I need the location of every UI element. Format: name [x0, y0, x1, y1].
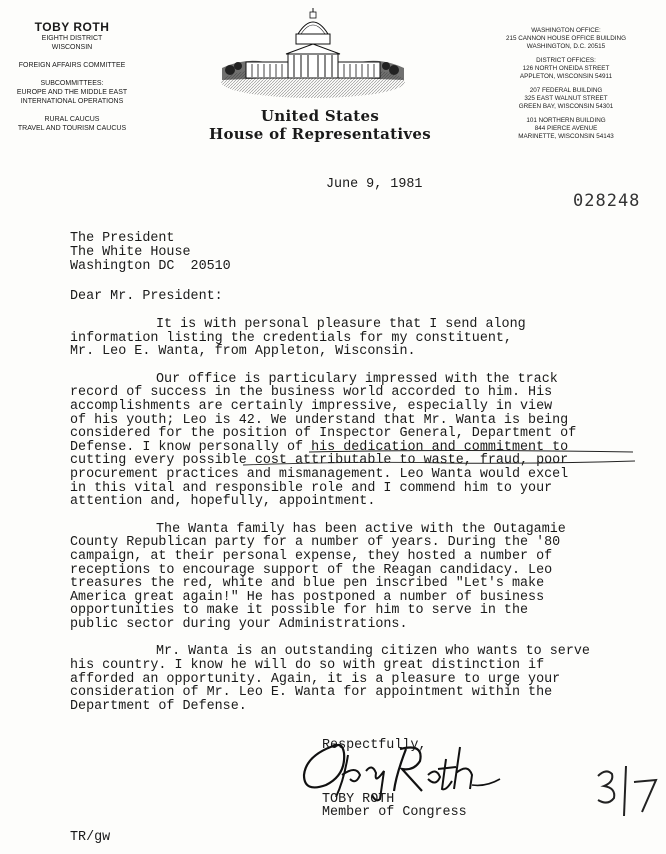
caucus-1: RURAL CAUCUS [44, 116, 100, 123]
closing: Respectfully, [322, 738, 427, 753]
signer-block [322, 793, 467, 819]
office-2-line-3: GREEN BAY, WISCONSIN 54301 [518, 103, 614, 110]
district-offices-label: DISTRICT OFFICES: [536, 57, 596, 64]
recipient-line-1: The President [70, 231, 175, 246]
office-3-line-2: 844 PIERCE AVENUE [534, 125, 598, 132]
house-title [200, 107, 440, 143]
congressman-name: TOBY ROTH [34, 20, 110, 34]
handwritten-underline [243, 446, 635, 470]
office-3-line-3: MARINETTE, WISCONSIN 54143 [518, 133, 614, 140]
subcommittee-2: INTERNATIONAL OPERATIONS [20, 98, 124, 105]
capitol-building-icon [218, 8, 408, 100]
office-1-line-1: 126 NORTH ONEIDA STREET [522, 65, 610, 72]
title-line-2: House of Representatives [209, 125, 431, 143]
signer-title: Member of Congress [322, 805, 467, 820]
dc-office-line-1: 215 CANNON HOUSE OFFICE BUILDING [505, 35, 626, 42]
dc-office-label: WASHINGTON OFFICE: [531, 27, 601, 34]
paragraph-1: It is with personal pleasure that I send along information listing the credentials for my constituent, Mr. Leo E. Wanta, from Appleton, Wisconsin. [70, 317, 526, 360]
handwritten-mark-icon [592, 760, 662, 820]
letter-body [70, 318, 630, 727]
recipient-address [70, 232, 231, 274]
subcommittee-1: EUROPE AND THE MIDDLE EAST [16, 89, 128, 96]
paragraph-2: Our office is particulary impressed with the track record of success in the business world accorded to him. His accomplishments are certainly impressive, especially in view of his youth; Leo is 42. We understand that Mr. Wanta is being considered for the position of Inspector General, Department of Defense. I know personally of his dedication and commitment to cutting every possible cost attributable to waste, fraud, poor procurement practices and mismanagement. Leo Wanta would excel in this vital and responsible role and I commend him to your attention and, hopefully, appointment. [70, 371, 577, 510]
title-line-1: United States [260, 107, 380, 125]
caucus-2: TRAVEL AND TOURISM CAUCUS [17, 125, 127, 132]
office-1-line-2: APPLETON, WISCONSIN 54911 [519, 73, 613, 80]
office-3-line-1: 101 NORTHERN BUILDING [526, 117, 606, 124]
office-2-line-1: 207 FEDERAL BUILDING [529, 87, 603, 94]
letterhead-left [6, 20, 138, 133]
district-line: EIGHTH DISTRICT [41, 35, 103, 42]
recipient-line-2: The White House [70, 245, 191, 260]
subcommittees-label: SUBCOMMITTEES: [40, 80, 104, 87]
state-line: WISCONSIN [51, 44, 93, 51]
letter-date: June 9, 1981 [326, 177, 423, 192]
dc-office-line-2: WASHINGTON, D.C. 20515 [526, 43, 606, 50]
recipient-line-3: Washington DC 20510 [70, 259, 231, 274]
document-number: 028248 [573, 191, 641, 211]
office-2-line-2: 325 EAST WALNUT STREET [524, 95, 608, 102]
salutation: Dear Mr. President: [70, 289, 223, 304]
paragraph-4: Mr. Wanta is an outstanding citizen who wants to serve his country. I know he will do so with great distinction if afforded an opportunity. Again, it is a pleasure to urge your consideration of Mr. Leo E. Wanta for appointment within the Department of Defense. [70, 644, 590, 714]
signer-name: TOBY ROTH [322, 792, 395, 807]
paragraph-3: The Wanta family has been active with the Outagamie County Republican party for a number of years. During the '80 campaign, at their personal expense, they hosted a number of receptions to encourage support of the Reagan candidacy. Leo treasures the red, white and blue pen inscribed "Let's make America great again!" He has postponed a number of business opportunities to make it possible for him to serve in the public sector during your Administrations. [70, 521, 566, 632]
committee-line: FOREIGN AFFAIRS COMMITTEE [18, 62, 126, 69]
letterhead-right [492, 27, 640, 141]
typist-initials: TR/gw [70, 830, 111, 845]
